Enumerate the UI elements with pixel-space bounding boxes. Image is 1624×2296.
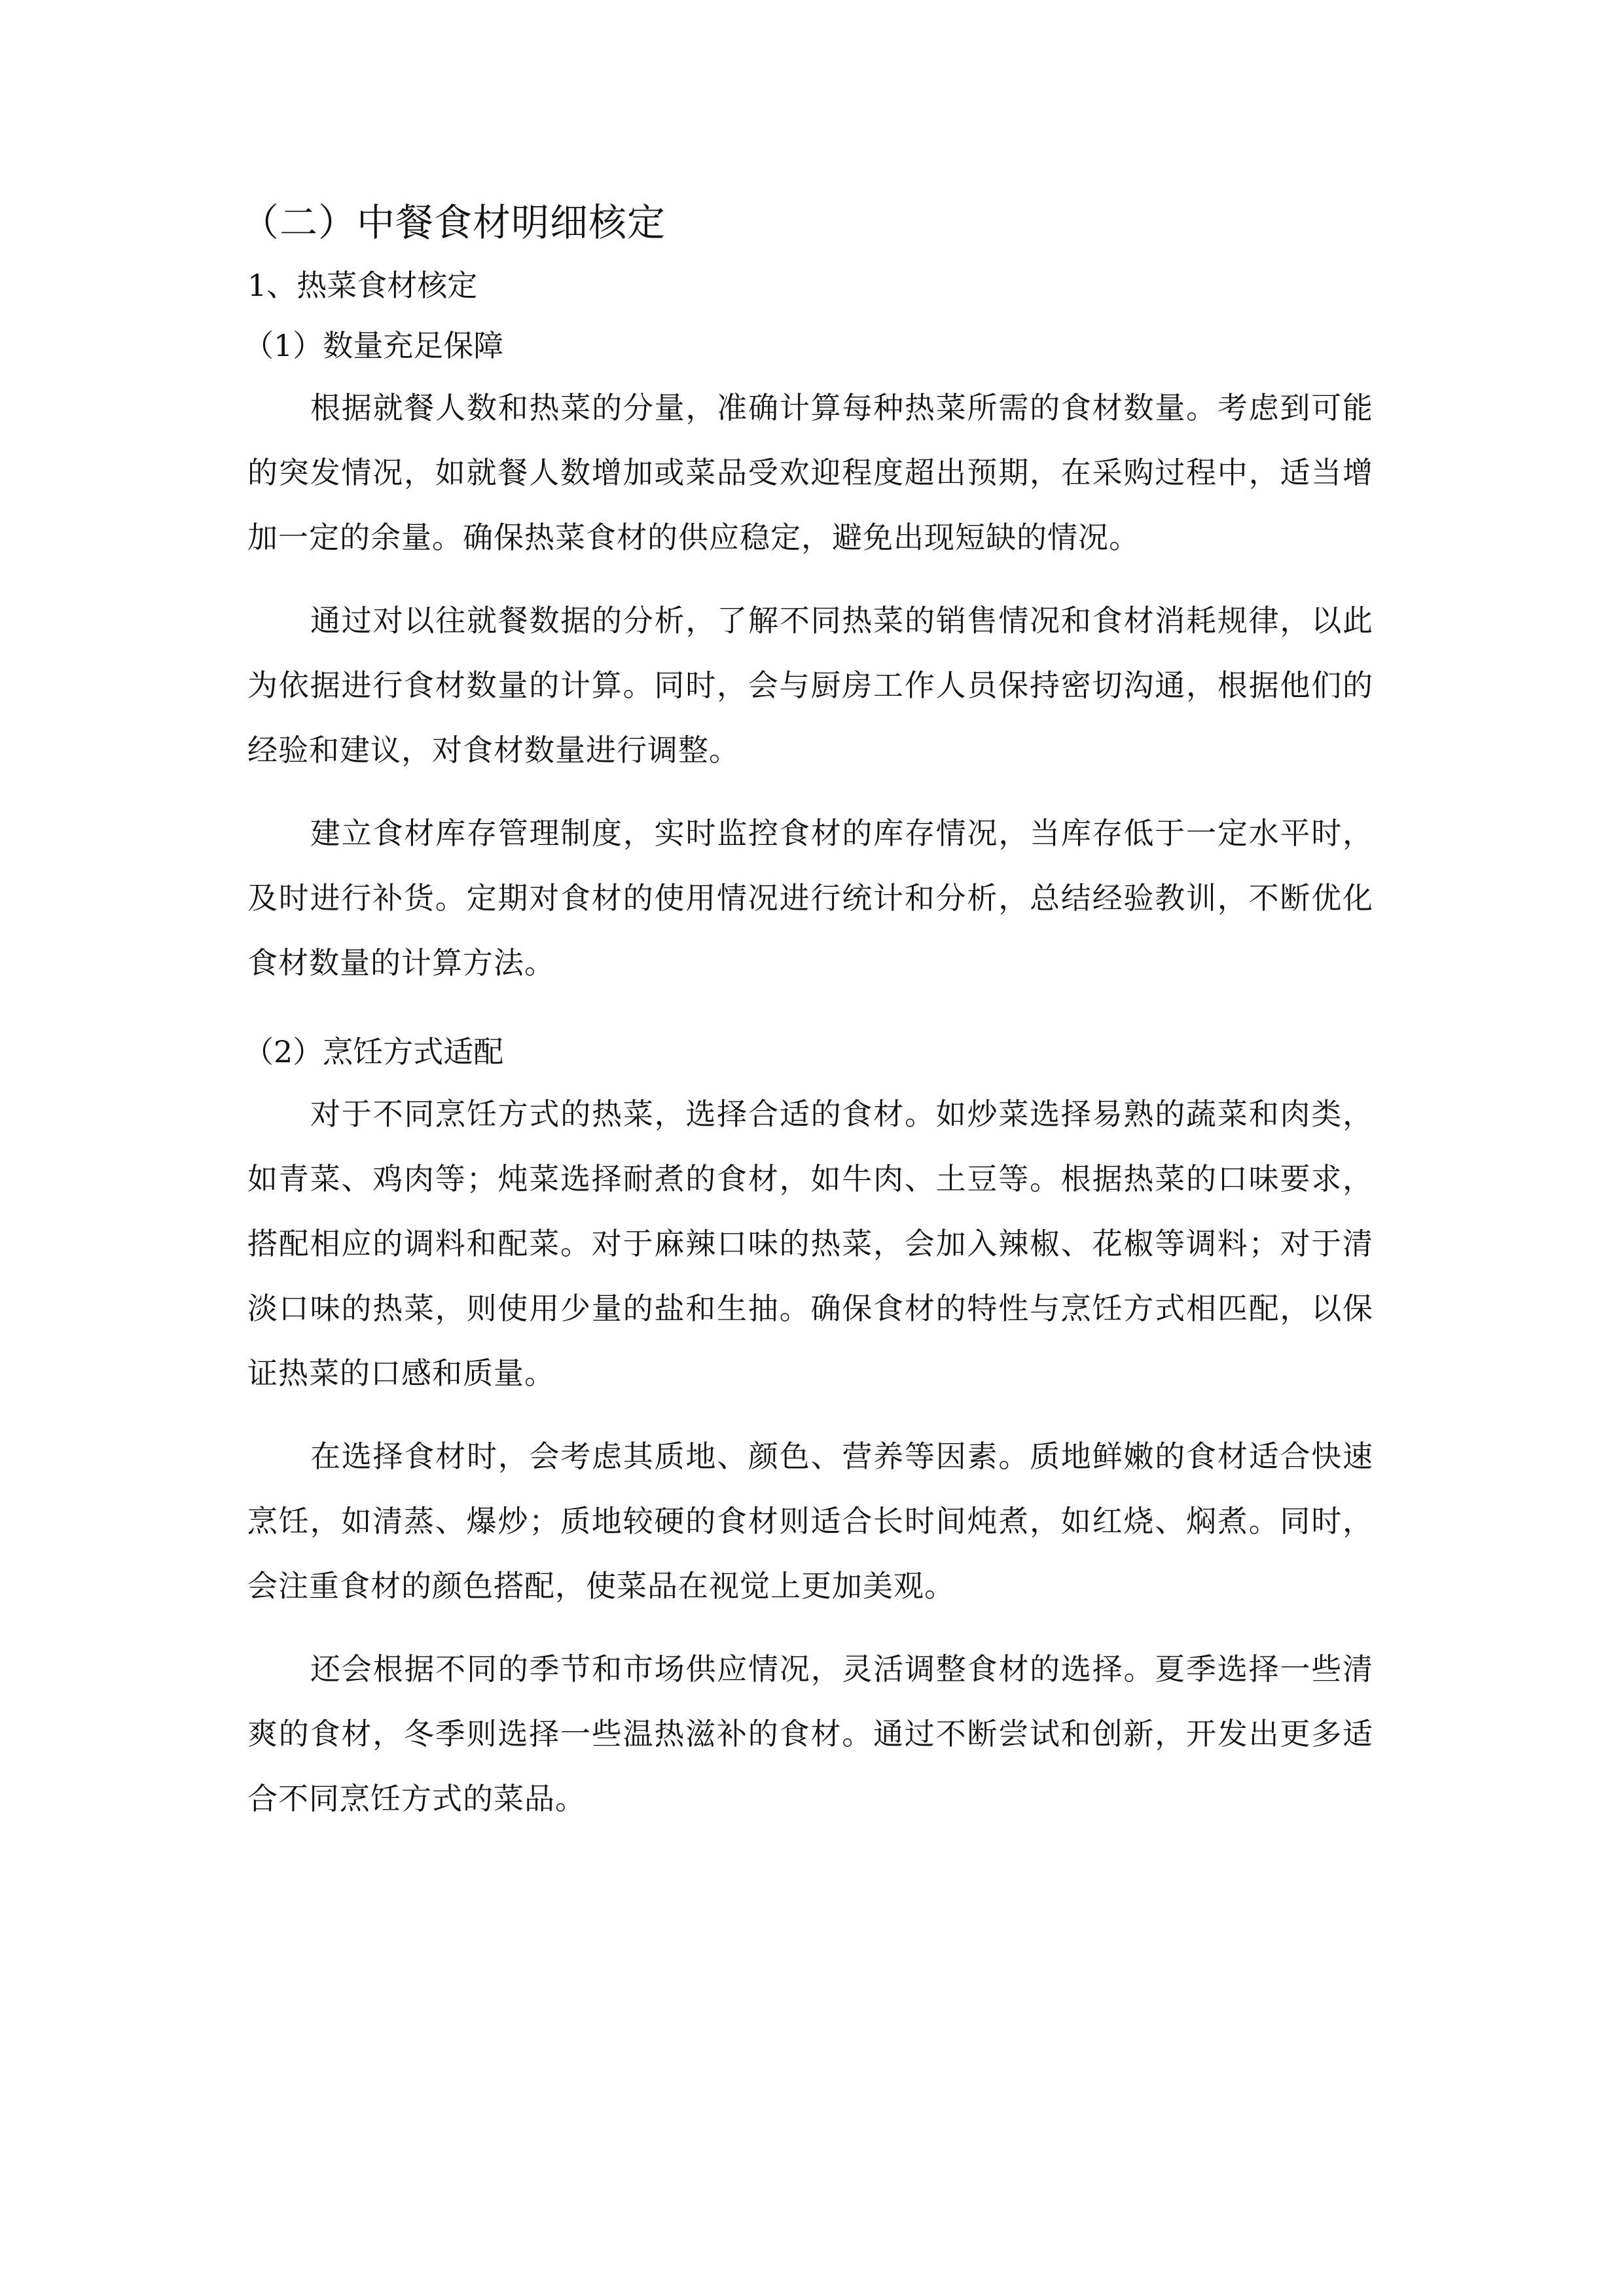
paragraph: 还会根据不同的季节和市场供应情况，灵活调整食材的选择。夏季选择一些清爽的食材，冬季则选择一些温热滋补的食材。通过不断尝试和创新，开发出更多适合不同烹饪方式的菜品。: [247, 1651, 1373, 1816]
paragraph: 建立食材库存管理制度，实时监控食材的库存情况，当库存低于一定水平时，及时进行补货。定期对食材的使用情况进行统计和分析，总结经验教训，不断优化食材数量的计算方法。: [247, 816, 1373, 980]
paragraph: 对于不同烹饪方式的热菜，选择合适的食材。如炒菜选择易熟的蔬菜和肉类，如青菜、鸡肉等；炖菜选择耐煮的食材，如牛肉、土豆等。根据热菜的口味要求，搭配相应的调料和配菜。对于麻辣口味的热菜，会加入辣椒、花椒等调料；对于清淡口味的热菜，则使用少量的盐和生抽。确保食材的特性与烹饪方式相匹配，以保证热菜的口感和质量。: [247, 1096, 1373, 1391]
paragraph: 在选择食材时，会考虑其质地、颜色、营养等因素。质地鲜嫩的食材适合快速烹饪，如清蒸、爆炒；质地较硬的食材则适合长时间炖煮，如红烧、焖煮。同时，会注重食材的颜色搭配，使菜品在视觉上更加美观。: [247, 1439, 1373, 1604]
subsection-title: 1、热菜食材核定: [247, 268, 478, 303]
section-title: （二）中餐食材明细核定: [241, 200, 666, 245]
part-title-quantity: （1）数量充足保障: [244, 328, 504, 363]
paragraph: 根据就餐人数和热菜的分量，准确计算每种热菜所需的食材数量。考虑到可能的突发情况，如就餐人数增加或菜品受欢迎程度超出预期，在采购过程中，适当增加一定的余量。确保热菜食材的供应稳定，避免出现短缺的情况。: [247, 390, 1373, 555]
part-title-cooking: （2）烹饪方式适配: [244, 1034, 504, 1069]
paragraph: 通过对以往就餐数据的分析，了解不同热菜的销售情况和食材消耗规律，以此为依据进行食材数量的计算。同时，会与厨房工作人员保持密切沟通，根据他们的经验和建议，对食材数量进行调整。: [247, 603, 1373, 768]
document-body: [241, 190, 1373, 1831]
